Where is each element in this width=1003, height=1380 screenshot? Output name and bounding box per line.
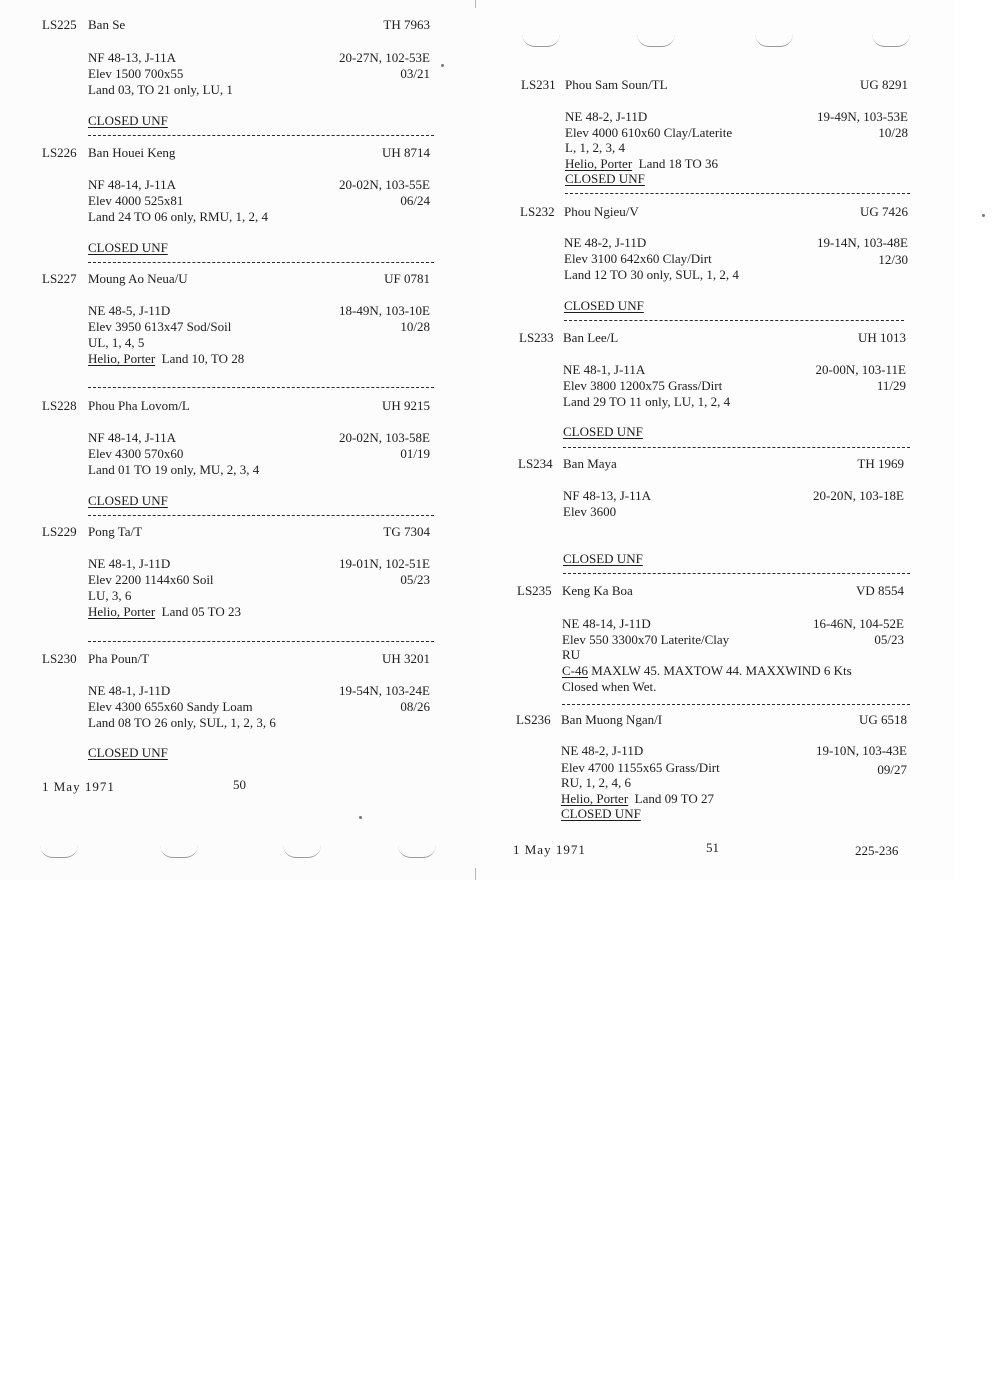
detail-line-3: UL, 1, 4, 5 [88, 335, 145, 350]
page-divider-mark [475, 0, 476, 8]
entry-code: LS228 [42, 398, 77, 413]
entry-name: Phou Sam Soun/TL [565, 77, 668, 92]
entry-grid-ref: UH 1013 [857, 330, 906, 345]
aircraft-limits: MAXLW 45. MAXTOW 44. MAXXWIND 6 Kts [591, 663, 852, 678]
entry-separator [564, 320, 904, 321]
detail-line-2: Elev 4700 1155x65 Grass/Dirt [561, 760, 720, 775]
detail-line-3: Land 03, TO 21 only, LU, 1 [88, 82, 233, 97]
entry-code: LS226 [42, 145, 77, 160]
entry-grid-ref: TG 7304 [383, 524, 430, 539]
entry-name: Ban Houei Keng [88, 145, 176, 160]
entry-code: LS225 [42, 17, 77, 32]
detail-line-2: Elev 3100 642x60 Clay/Dirt [564, 251, 712, 266]
entry-separator [563, 573, 910, 574]
detail-line-2: Elev 550 3300x70 Laterite/Clay [562, 632, 730, 647]
page-number: 51 [706, 840, 719, 855]
aircraft-type: C-46 [562, 663, 588, 678]
detail-line-2: Elev 3600 [563, 504, 617, 519]
closed-status: CLOSED UNF [563, 424, 643, 439]
aircraft-landing: Land 09 TO 27 [634, 791, 714, 806]
closed-status: CLOSED UNF [88, 493, 168, 508]
detail-line-3: Land 12 TO 30 only, SUL, 1, 2, 4 [564, 267, 739, 282]
entry-grid-ref: UG 8291 [859, 77, 908, 92]
entry-code: LS235 [517, 583, 552, 598]
entry-separator [563, 447, 910, 448]
entry-code: LS236 [516, 712, 551, 727]
detail-line-3: Land 01 TO 19 only, MU, 2, 3, 4 [88, 462, 260, 477]
entry-grid-ref: TH 7963 [383, 17, 430, 32]
runway-heading: 09/27 [877, 762, 907, 777]
detail-line-1: NE 48-14, J-11D [562, 616, 651, 631]
entry-code: LS227 [42, 271, 77, 286]
page-number: 50 [233, 777, 246, 792]
entry-separator [88, 262, 434, 263]
entry-grid-ref: TH 1969 [857, 456, 904, 471]
coordinates: 20-27N, 102-53E [339, 50, 430, 65]
aircraft-types: Helio, Porter [88, 604, 156, 619]
entry-grid-ref: UH 8714 [381, 145, 430, 160]
detail-line-1: NE 48-1, J-11A [563, 362, 646, 377]
entry-name: Ban Maya [563, 456, 617, 471]
entry-name: Ban Se [88, 17, 126, 32]
aircraft-types: Helio, Porter [88, 351, 156, 366]
aircraft-landing: Land 10, TO 28 [161, 351, 245, 366]
entry-name: Keng Ka Boa [562, 583, 633, 598]
closed-status: CLOSED UNF [88, 745, 168, 760]
closed-status: CLOSED UNF [88, 113, 168, 128]
wet-note: Closed when Wet. [562, 679, 657, 694]
entry-grid-ref: UH 3201 [381, 651, 430, 666]
detail-line-3: Land 24 TO 06 only, RMU, 1, 2, 4 [88, 209, 268, 224]
detail-line-1: NE 48-5, J-11D [88, 303, 171, 318]
entry-separator [88, 387, 434, 388]
entry-grid-ref: UF 0781 [384, 271, 430, 286]
scan-speck [441, 64, 444, 67]
runway-heading: 03/21 [400, 66, 430, 81]
closed-status: CLOSED UNF [88, 240, 168, 255]
entry-code: LS234 [518, 456, 553, 471]
runway-heading: 10/28 [878, 125, 908, 140]
detail-line-1: NE 48-1, J-11D [88, 556, 171, 571]
page-range: 225-236 [855, 843, 899, 858]
aircraft-line [88, 604, 241, 620]
runway-heading: 06/24 [400, 193, 430, 208]
detail-line-1: NF 48-13, J-11A [88, 50, 176, 65]
coordinates: 20-20N, 103-18E [813, 488, 904, 503]
entry-separator [88, 641, 434, 642]
entry-code: LS230 [42, 651, 77, 666]
entry-separator [562, 704, 910, 705]
closed-status: CLOSED UNF [563, 551, 643, 566]
detail-line-1: NF 48-13, J-11A [563, 488, 651, 503]
entry-name: Pha Poun/T [88, 651, 150, 666]
runway-heading: 11/29 [876, 378, 906, 393]
entry-grid-ref: UG 6518 [858, 712, 907, 727]
closed-status: CLOSED UNF [561, 806, 641, 821]
entry-separator [565, 193, 910, 194]
runway-heading: 10/28 [400, 319, 430, 334]
coordinates: 19-54N, 103-24E [339, 683, 430, 698]
detail-line-2: Elev 1500 700x55 [88, 66, 184, 81]
entry-grid-ref: UH 9215 [381, 398, 430, 413]
detail-line-2: Elev 3950 613x47 Sod/Soil [88, 319, 232, 334]
detail-line-2: Elev 2200 1144x60 Soil [88, 572, 214, 587]
aircraft-landing: Land 05 TO 23 [161, 604, 241, 619]
scan-speck [359, 816, 362, 819]
footer-date: 1 May 1971 [42, 779, 115, 794]
entry-grid-ref: VD 8554 [855, 583, 904, 598]
detail-line-1: NE 48-2, J-11D [565, 109, 648, 124]
detail-line-3: Land 29 TO 11 only, LU, 1, 2, 4 [563, 394, 731, 409]
detail-line-2: Elev 4300 655x60 Sandy Loam [88, 699, 253, 714]
detail-line-2: Elev 4000 610x60 Clay/Laterite [565, 125, 733, 140]
entry-separator [88, 135, 434, 136]
detail-line-3: Land 08 TO 26 only, SUL, 1, 2, 3, 6 [88, 715, 276, 730]
entry-name: Ban Muong Ngan/I [561, 712, 663, 727]
page-divider-mark [475, 868, 476, 880]
entry-name: Phou Ngieu/V [564, 204, 639, 219]
aircraft-line [565, 156, 718, 172]
detail-line-3: L, 1, 2, 3, 4 [565, 140, 625, 155]
detail-line-1: NE 48-1, J-11D [88, 683, 171, 698]
footer-date: 1 May 1971 [513, 842, 586, 857]
runway-heading: 08/26 [400, 699, 430, 714]
detail-line-2: Elev 4000 525x81 [88, 193, 184, 208]
entry-code: LS233 [519, 330, 554, 345]
runway-heading: 05/23 [874, 632, 904, 647]
entry-code: LS232 [520, 204, 555, 219]
runway-heading: 01/19 [400, 446, 430, 461]
runway-heading: 05/23 [400, 572, 430, 587]
detail-line-2: Elev 3800 1200x75 Grass/Dirt [563, 378, 723, 393]
coordinates: 19-14N, 103-48E [817, 235, 908, 250]
entry-code: LS231 [521, 77, 556, 92]
coordinates: 20-02N, 103-55E [339, 177, 430, 192]
detail-line-3: LU, 3, 6 [88, 588, 132, 603]
entry-grid-ref: UG 7426 [859, 204, 908, 219]
aircraft-line [88, 351, 244, 367]
coordinates: 19-10N, 103-43E [816, 743, 907, 758]
coordinates: 19-49N, 103-53E [817, 109, 908, 124]
detail-line-3: RU, 1, 2, 4, 6 [561, 775, 632, 790]
entry-separator [88, 515, 434, 516]
coordinates: 19-01N, 102-51E [339, 556, 430, 571]
detail-line-1: NE 48-2, J-11D [561, 743, 644, 758]
detail-line-2: Elev 4300 570x60 [88, 446, 184, 461]
coordinates: 16-46N, 104-52E [813, 616, 904, 631]
detail-line-1: NF 48-14, J-11A [88, 177, 176, 192]
closed-status: CLOSED UNF [565, 171, 645, 186]
aircraft-line [561, 791, 714, 807]
aircraft-types: Helio, Porter [565, 156, 633, 171]
coordinates: 18-49N, 103-10E [339, 303, 430, 318]
closed-status: CLOSED UNF [564, 298, 644, 313]
runway-heading: 12/30 [878, 252, 908, 267]
aircraft-limits-line [562, 663, 852, 679]
entry-name: Pong Ta/T [88, 524, 143, 539]
entry-name: Phou Pha Lovom/L [88, 398, 190, 413]
detail-line-3: RU [562, 647, 581, 662]
aircraft-landing: Land 18 TO 36 [638, 156, 718, 171]
coordinates: 20-00N, 103-11E [815, 362, 906, 377]
entry-code: LS229 [42, 524, 77, 539]
scan-speck [982, 214, 985, 217]
aircraft-types: Helio, Porter [561, 791, 629, 806]
entry-name: Moung Ao Neua/U [88, 271, 188, 286]
detail-line-1: NF 48-14, J-11A [88, 430, 176, 445]
detail-line-1: NE 48-2, J-11D [564, 235, 647, 250]
coordinates: 20-02N, 103-58E [339, 430, 430, 445]
entry-name: Ban Lee/L [563, 330, 619, 345]
